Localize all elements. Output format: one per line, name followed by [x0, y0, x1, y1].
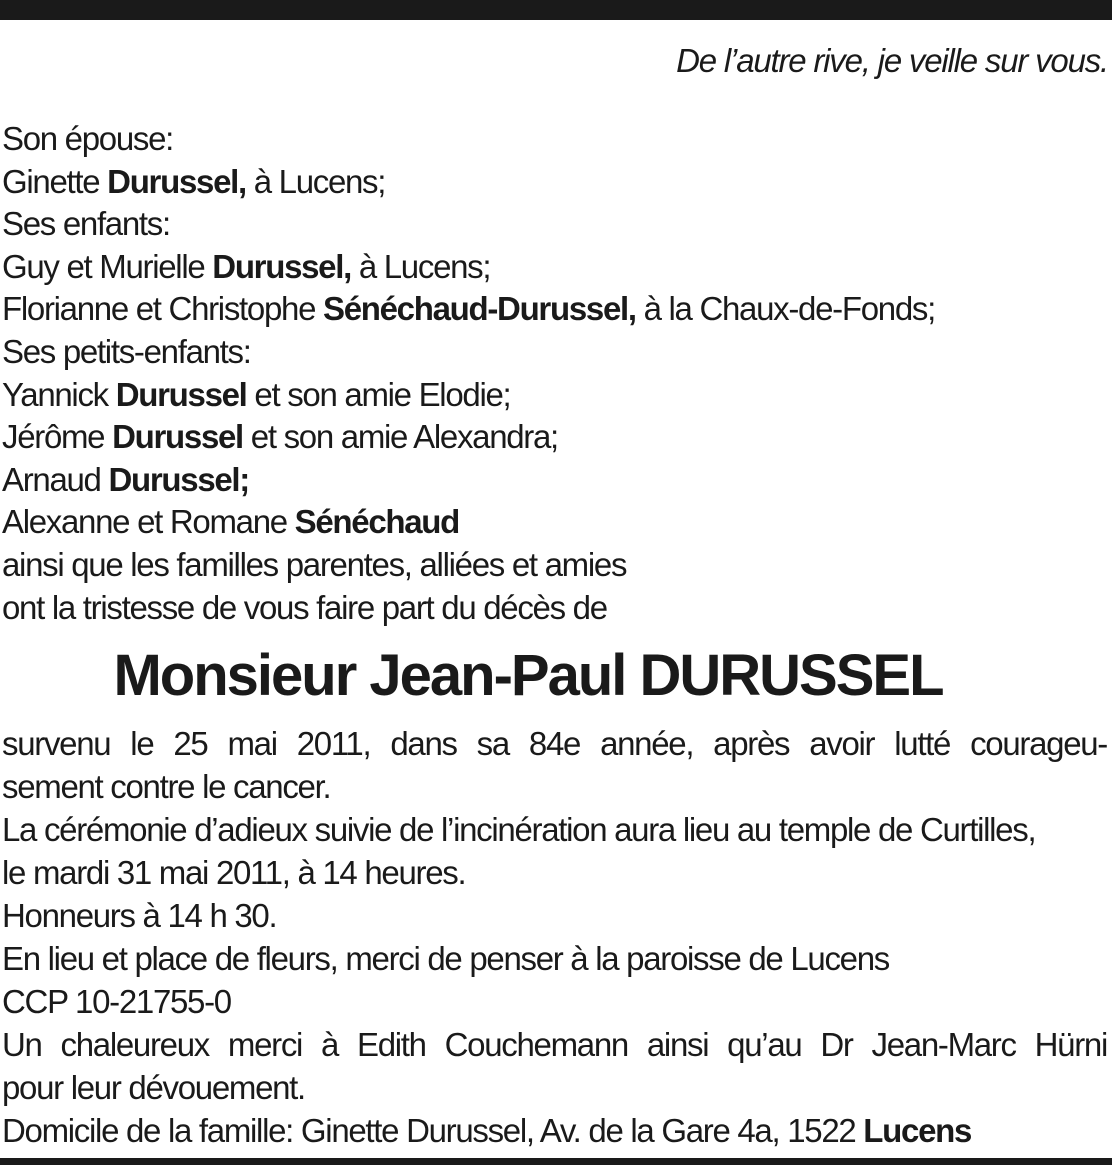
- line-text: Ses enfants:: [2, 205, 170, 243]
- line-text: Guy et Murielle: [2, 247, 213, 285]
- family-line: [2, 288, 1107, 331]
- family-line: [2, 246, 1107, 289]
- motto: De l’autre rive, je veille sur vous.: [676, 42, 1108, 79]
- line-text: à Lucens;: [350, 247, 491, 285]
- line-text: et son amie Elodie;: [246, 375, 511, 413]
- line-text: Yannick: [2, 375, 116, 413]
- surname: Durussel: [115, 375, 247, 413]
- family-line: [2, 161, 1107, 204]
- surname: Durussel,: [212, 247, 351, 285]
- surname: Sénéchaud: [294, 503, 460, 541]
- family-line: [2, 203, 1107, 246]
- family-line: [2, 118, 1107, 161]
- surname: Durussel: [112, 418, 243, 456]
- detail-line: [2, 722, 1107, 765]
- line-text: sement contre le cancer.: [2, 768, 331, 805]
- detail-line: [2, 765, 1107, 808]
- line-text: En lieu et place de fleurs, merci de penser à la paroisse de Lucens: [2, 940, 889, 977]
- line-text: Honneurs à 14 h 30.: [2, 897, 277, 934]
- family-line: [2, 544, 1107, 587]
- surname: Durussel,: [107, 162, 246, 200]
- surname: Durussel;: [108, 460, 249, 498]
- details-block: [2, 722, 1107, 1152]
- line-text: Arnaud: [2, 460, 109, 498]
- line-text: Alexanne et Romane: [2, 503, 295, 541]
- line-text: le mardi 31 mai 2011, à 14 heures.: [2, 854, 466, 891]
- line-text: pour leur dévouement.: [2, 1069, 305, 1106]
- family-line: [2, 459, 1107, 502]
- detail-line: [2, 980, 1107, 1023]
- line-text: Florianne et Christophe: [2, 290, 323, 328]
- detail-line: [2, 1023, 1107, 1066]
- family-line: [2, 501, 1107, 544]
- line-text: Jérôme: [2, 418, 113, 456]
- line-text: CCP 10-21755-0: [2, 983, 231, 1020]
- line-text: et son amie Alexandra;: [242, 418, 558, 456]
- bottom-rule: [0, 1158, 1112, 1165]
- line-text: Ses petits-enfants:: [2, 332, 251, 370]
- line-text: ont la tristesse de vous faire part du décès de: [2, 588, 607, 626]
- bold-text: Lucens: [863, 1112, 972, 1149]
- line-text: à la Chaux-de-Fonds;: [635, 290, 935, 328]
- deceased-name: Monsieur Jean-Paul DURUSSEL: [113, 643, 943, 708]
- family-line: [2, 374, 1107, 417]
- family-line: [2, 416, 1107, 459]
- surname: Sénéchaud-Durussel,: [323, 290, 636, 328]
- detail-line: [2, 851, 1107, 894]
- family-line: [2, 331, 1107, 374]
- line-text: Son épouse:: [2, 120, 174, 157]
- line-text: à Lucens;: [245, 162, 386, 200]
- family-line: [2, 587, 1107, 630]
- line-text: Domicile de la famille: Ginette Durussel, Av. de la Gare 4a, 1522: [2, 1112, 864, 1149]
- top-rule: [0, 0, 1112, 20]
- detail-line: [2, 1109, 1107, 1152]
- line-text: Ginette: [2, 162, 108, 200]
- line-text: survenu le 25 mai 2011, dans sa 84e année, après avoir lutté courageu-: [2, 725, 1107, 762]
- family-list: [2, 118, 1107, 629]
- detail-line: [2, 1066, 1107, 1109]
- line-text: ainsi que les familles parentes, alliées et amies: [2, 545, 627, 583]
- detail-line: [2, 894, 1107, 937]
- line-text: Un chaleureux merci à Edith Couchemann ainsi qu’au Dr Jean-Marc Hürni: [2, 1026, 1107, 1063]
- detail-line: [2, 808, 1107, 851]
- line-text: La cérémonie d’adieux suivie de l’incinération aura lieu au temple de Curtilles,: [2, 811, 1036, 848]
- detail-line: [2, 937, 1107, 980]
